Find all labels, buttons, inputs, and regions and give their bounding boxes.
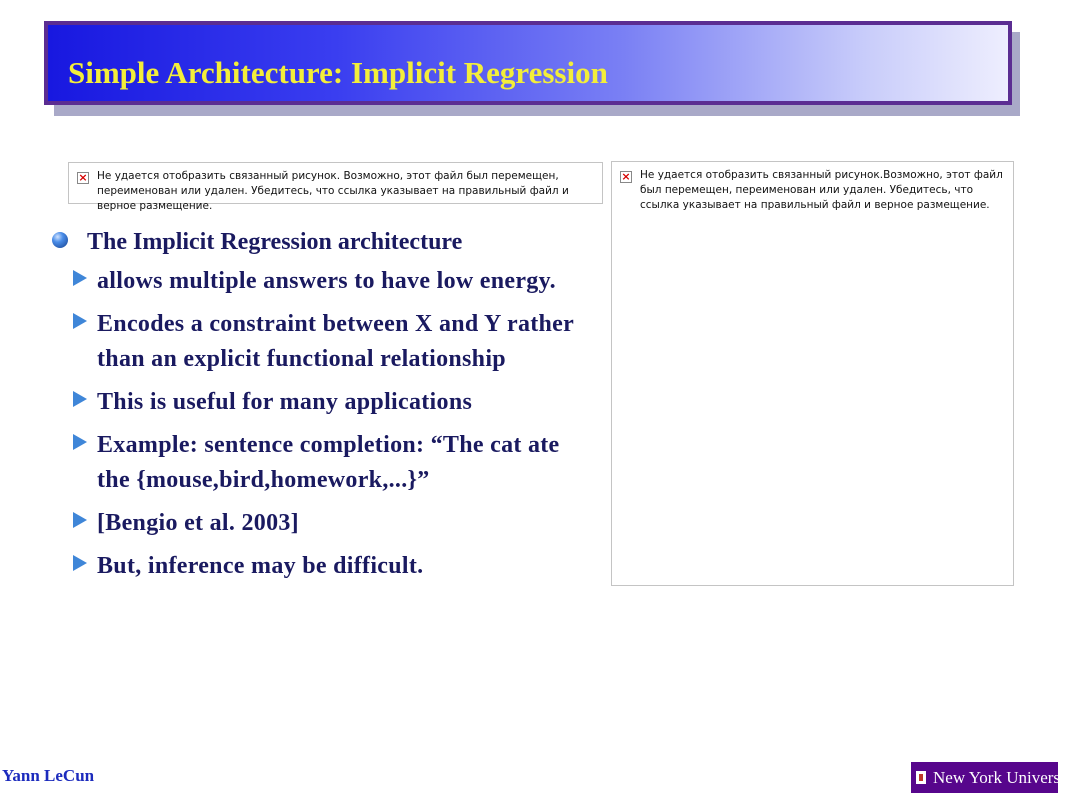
sub-bullet-text: Example: sentence completion: “The cat ate the {mouse,bird,homework,...}” [97, 432, 560, 493]
broken-image-placeholder [611, 161, 1014, 586]
sub-bullet-text: Encodes a constraint between X and Y rather than an explicit functional relationship [97, 311, 574, 372]
blue-triangle-icon [73, 555, 87, 571]
sub-bullet [70, 506, 590, 541]
blue-triangle-icon [73, 391, 87, 407]
broken-image-message: Не удается отобразить связанный рисунок. Возможно, этот файл был перемещен, переименован или удален. Убедитесь, что ссылка указывает на правильный файл и верное размещение. [97, 170, 569, 212]
main-bullet-text: The Implicit Regression architecture [87, 229, 463, 255]
broken-image-message: Не удается отобразить связанный рисунок.Возможно, этот файл был перемещен, переименован или удален. Убедитесь, что ссылка указывает на правильный файл и верное размещение. [640, 169, 1003, 211]
slide-title: Simple Architecture: Implicit Regression [68, 55, 608, 90]
sub-bullet [70, 549, 590, 584]
sub-bullet [70, 385, 590, 420]
sub-bullet-text: But, inference may be difficult. [97, 553, 424, 579]
torch-icon [916, 771, 926, 784]
main-bullet [52, 229, 462, 256]
blue-triangle-icon [73, 270, 87, 286]
broken-image-icon: × [621, 170, 631, 183]
blue-ball-icon [52, 232, 68, 248]
sub-bullet-text: [Bengio et al. 2003] [97, 510, 299, 536]
blue-triangle-icon [73, 313, 87, 329]
sub-bullet [70, 428, 590, 498]
sub-bullet-text: This is useful for many applications [97, 389, 473, 415]
broken-image-placeholder [68, 162, 603, 212]
author-name: Yann LeCun [2, 766, 95, 785]
blue-triangle-icon [73, 512, 87, 528]
logo-text: New York University [933, 768, 1078, 787]
sub-bullet-list [70, 264, 590, 592]
sub-bullet [70, 264, 590, 299]
sub-bullet-text: allows multiple answers to have low energy. [97, 268, 556, 294]
nyu-logo [911, 762, 1078, 793]
sub-bullet [70, 307, 590, 377]
title-banner [44, 21, 1012, 105]
broken-image-icon: × [78, 171, 88, 184]
blue-triangle-icon [73, 434, 87, 450]
